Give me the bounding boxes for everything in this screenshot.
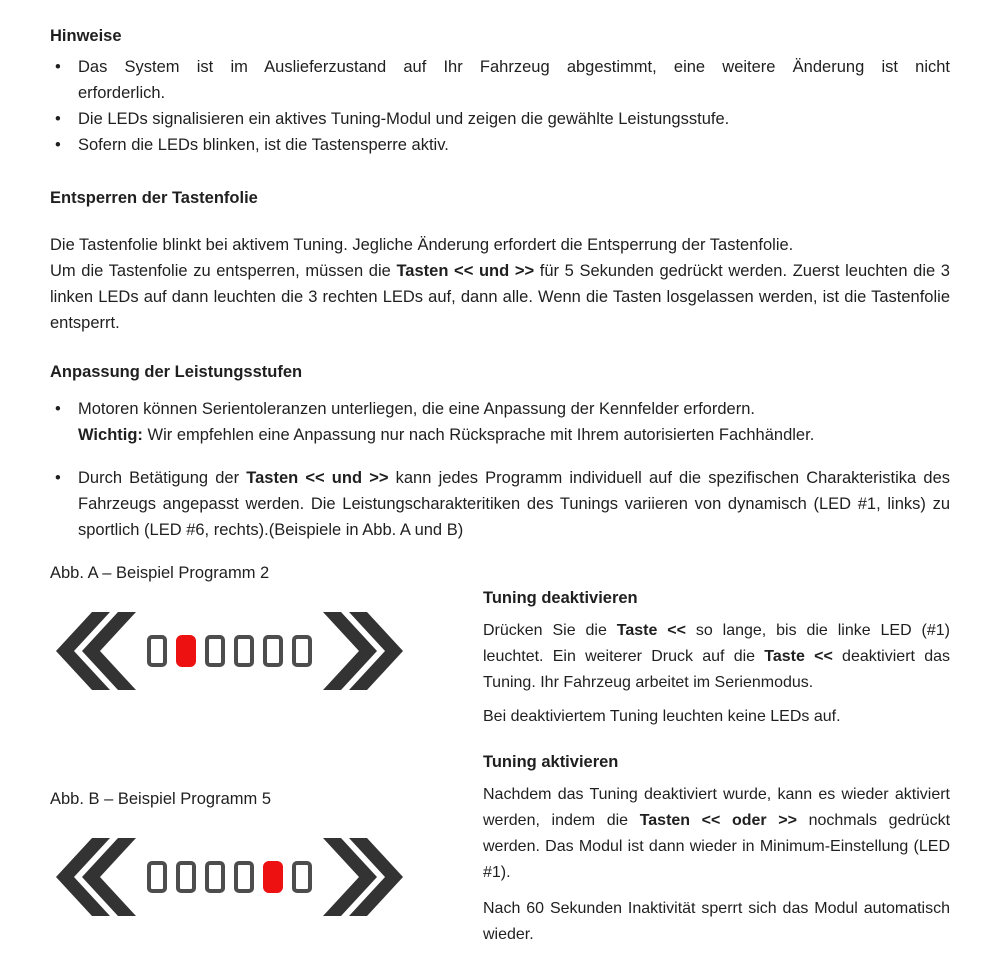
led-indicator-off: [234, 635, 254, 667]
led-indicator-off: [292, 635, 312, 667]
text-segment: nochmals gedrückt werden. Das Modul ist dann wieder in Minimum-Einstellung (LED #1).: [483, 812, 951, 881]
bullet-text: Sofern die LEDs blinken, ist die Tastensperre aktiv.: [78, 136, 449, 154]
bullet-line: erforderlich.: [78, 84, 166, 102]
figure-a-graphic: [56, 612, 483, 690]
text-segment: so lange, bis die linke LED (#1) leuchtet. Ein weiterer Druck auf die: [483, 622, 951, 665]
bullet-item: [50, 106, 950, 132]
text-segment: Motoren können Serientoleranzen unterliegen, die eine Anpassung der Kennfelder erfordern.: [78, 400, 755, 418]
bullet-marker: •: [55, 469, 61, 487]
bold-text-segment: Taste <<: [616, 622, 686, 639]
bold-text-segment: Tasten << oder >>: [639, 812, 797, 829]
figure-b-graphic: [56, 838, 483, 916]
heading-tuning-aktivieren: Tuning aktivieren: [483, 753, 619, 771]
hinweise-bullet-list: [50, 54, 950, 158]
tuning-deaktivieren-note: Bei deaktiviertem Tuning leuchten keine LEDs auf.: [483, 708, 841, 725]
heading-tuning-deaktivieren: Tuning deaktivieren: [483, 589, 638, 607]
text-segment: Drücken Sie die: [483, 622, 617, 639]
text-segment: für 5 Sekunden gedrückt werden. Zuerst leuchten die 3 linken LEDs auf dann leuchten die 3 rechten LEDs auf, dann alle. Wenn die Tasten losgelassen werden, ist die Tastenfolie entsperrt.: [50, 262, 950, 332]
bullet-item: [50, 54, 950, 106]
bullet-text: [78, 465, 950, 543]
led-strip: [147, 861, 312, 893]
led-indicator-off: [234, 861, 254, 893]
figure-b-label: Abb. B – Beispiel Programm 5: [50, 790, 272, 808]
heading-anpassung: Anpassung der Leistungsstufen: [50, 363, 303, 381]
entsperren-paragraph: [50, 232, 950, 336]
text-segment: Wir empfehlen eine Anpassung nur nach Rücksprache mit Ihrem autorisierten Fachhändler.: [142, 426, 815, 444]
led-indicator-off: [263, 635, 283, 667]
double-chevron-right-icon: [323, 838, 403, 916]
double-chevron-right-icon: [323, 612, 403, 690]
bold-text-segment: Tasten << und >>: [246, 469, 389, 487]
text-segment: deaktiviert das Tuning. Ihr Fahrzeug arbeitet im Serienmodus.: [483, 648, 950, 691]
bold-text-segment: Wichtig:: [78, 426, 143, 444]
bullet-text: [78, 396, 950, 448]
led-indicator-off: [176, 861, 196, 893]
text-segment: Durch Betätigung der: [78, 469, 247, 487]
led-indicator-off: [147, 861, 167, 893]
tuning-deaktivieren-paragraph: [483, 618, 950, 696]
anpassung-bullet-list: [50, 396, 950, 543]
double-chevron-left-icon: [56, 612, 136, 690]
led-indicator-off: [147, 635, 167, 667]
heading-entsperren: Entsperren der Tastenfolie: [50, 189, 258, 207]
led-indicator-on: [263, 861, 283, 893]
bold-text-segment: Taste <<: [764, 648, 833, 665]
bullet-marker: •: [55, 110, 61, 128]
bullet-line: Das System ist im Auslieferzustand auf Ihr Fahrzeug abgestimmt, eine weitere Änderung ist nicht: [78, 58, 950, 76]
bullet-text: [78, 54, 950, 106]
double-chevron-left-icon: [56, 838, 136, 916]
bullet-marker: •: [55, 58, 61, 76]
led-indicator-off: [205, 861, 225, 893]
instructions-column: [483, 560, 950, 948]
led-indicator-off: [292, 861, 312, 893]
text-segment: Nachdem das Tuning deaktiviert wurde, kann es wieder aktiviert werden, indem die: [483, 786, 950, 829]
led-indicator-on: [176, 635, 196, 667]
bullet-item: [50, 396, 950, 448]
tuning-aktivieren-note: Nach 60 Sekunden Inaktivität sperrt sich das Modul automatisch wieder.: [483, 900, 950, 943]
text-segment: Um die Tastenfolie zu entsperren, müssen die: [50, 262, 397, 280]
bullet-marker: •: [55, 136, 61, 154]
bold-text-segment: Tasten << und >>: [396, 262, 535, 280]
figures-and-instructions: [50, 560, 950, 948]
bullet-item: [50, 132, 950, 158]
heading-hinweise: Hinweise: [50, 27, 122, 45]
bullet-marker: •: [55, 400, 61, 418]
text-segment: kann jedes Programm individuell auf die spezifischen Charakteristika des Fahrzeugs angepasst werden. Die Leistungscharakteritiken des Tunings variieren von dynamisch (LED #1, links) zu sportlich (LED #6, rechts).(Beispiele in Abb. A und B): [78, 469, 950, 539]
bullet-text: Die LEDs signalisieren ein aktives Tuning-Modul und zeigen die gewählte Leistungsstufe.: [78, 110, 730, 128]
tuning-aktivieren-paragraph: [483, 782, 950, 886]
figures-column: [50, 560, 483, 948]
led-indicator-off: [205, 635, 225, 667]
bullet-item: [50, 465, 950, 543]
text-segment: Die Tastenfolie blinkt bei aktivem Tuning. Jegliche Änderung erfordert die Entsperrung der Tastenfolie.: [50, 236, 794, 254]
led-strip: [147, 635, 312, 667]
figure-a-label: Abb. A – Beispiel Programm 2: [50, 564, 270, 582]
